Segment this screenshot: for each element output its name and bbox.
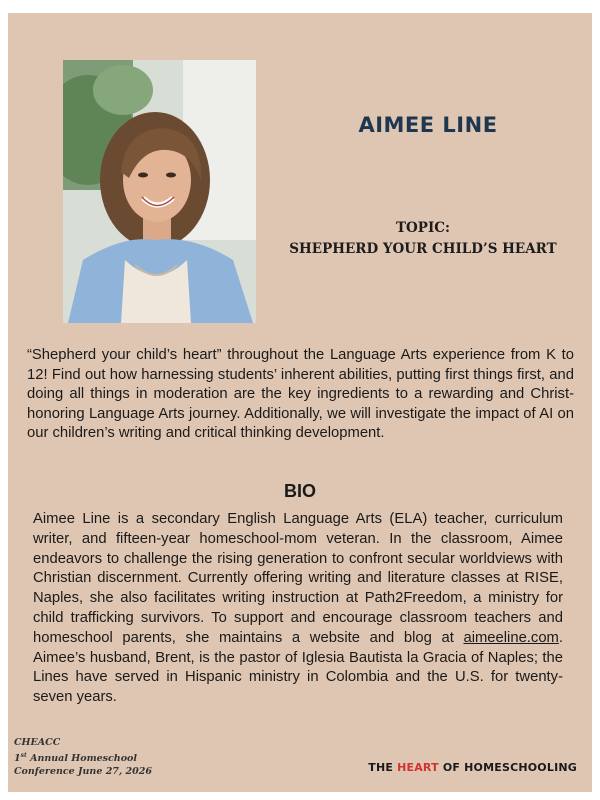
portrait-image	[63, 60, 256, 323]
conference-event	[14, 749, 194, 765]
session-summary: “Shepherd your child’s heart” throughout the Language Arts experience from K to 12! Find out how harnessing students’ inherent abilities, putting first things first, and doing all things in moderation are the key ingredients to a rewarding and Christ-honoring Language Arts journey. Additionally, we will investigate the impact of AI on our children’s writing and critical thinking development.	[27, 347, 574, 441]
brand-part3: OF HOMESCHOOLING	[438, 761, 577, 774]
brand-logo-text	[368, 761, 577, 774]
speaker-photo	[63, 60, 256, 323]
conference-ordinal: 1	[14, 753, 21, 765]
bio-text	[33, 510, 563, 708]
brand-heart: HEART	[397, 761, 439, 774]
conference-event-name: Annual Homeschool	[30, 753, 137, 765]
flyer-page	[8, 13, 592, 792]
topic-label: TOPIC:	[396, 220, 450, 236]
topic-title: SHEPHERD YOUR CHILD’S HEART	[289, 241, 557, 257]
bio-text-part1: Aimee Line is a secondary English Language Arts (ELA) teacher, curriculum writer, and fifteen-year homeschool-mom veteran. In the classroom, Aimee endeavors to challenge the rising generation to confront secular worldviews with Christian discernment. Currently offering writing and literature classes at RISE, Naples, she also facilitates writing instruction at Path2Freedom, a ministry for child trafficking survivors. To support and encourage classroom teachers and homeschool parents, she maintains a website and blog at	[33, 511, 563, 646]
conference-org: CHEACC	[14, 737, 61, 748]
conference-ordinal-suffix: st	[20, 752, 27, 759]
conference-info	[14, 736, 194, 778]
speaker-name: AIMEE LINE	[358, 113, 498, 137]
bio-heading: BIO	[283, 481, 316, 501]
website-link[interactable]: aimeeline.com	[463, 629, 559, 646]
bio-text-part2: . Aimee’s husband, Brent, is the pastor of Iglesia Bautista la Gracia of Naples; the Lines have served in Hispanic ministry in Colombia and the U.S. for twenty-seven years.	[33, 629, 563, 706]
brand-part1: THE	[368, 761, 398, 774]
conference-date: Conference June 27, 2026	[14, 766, 152, 778]
topic-block	[273, 218, 573, 260]
